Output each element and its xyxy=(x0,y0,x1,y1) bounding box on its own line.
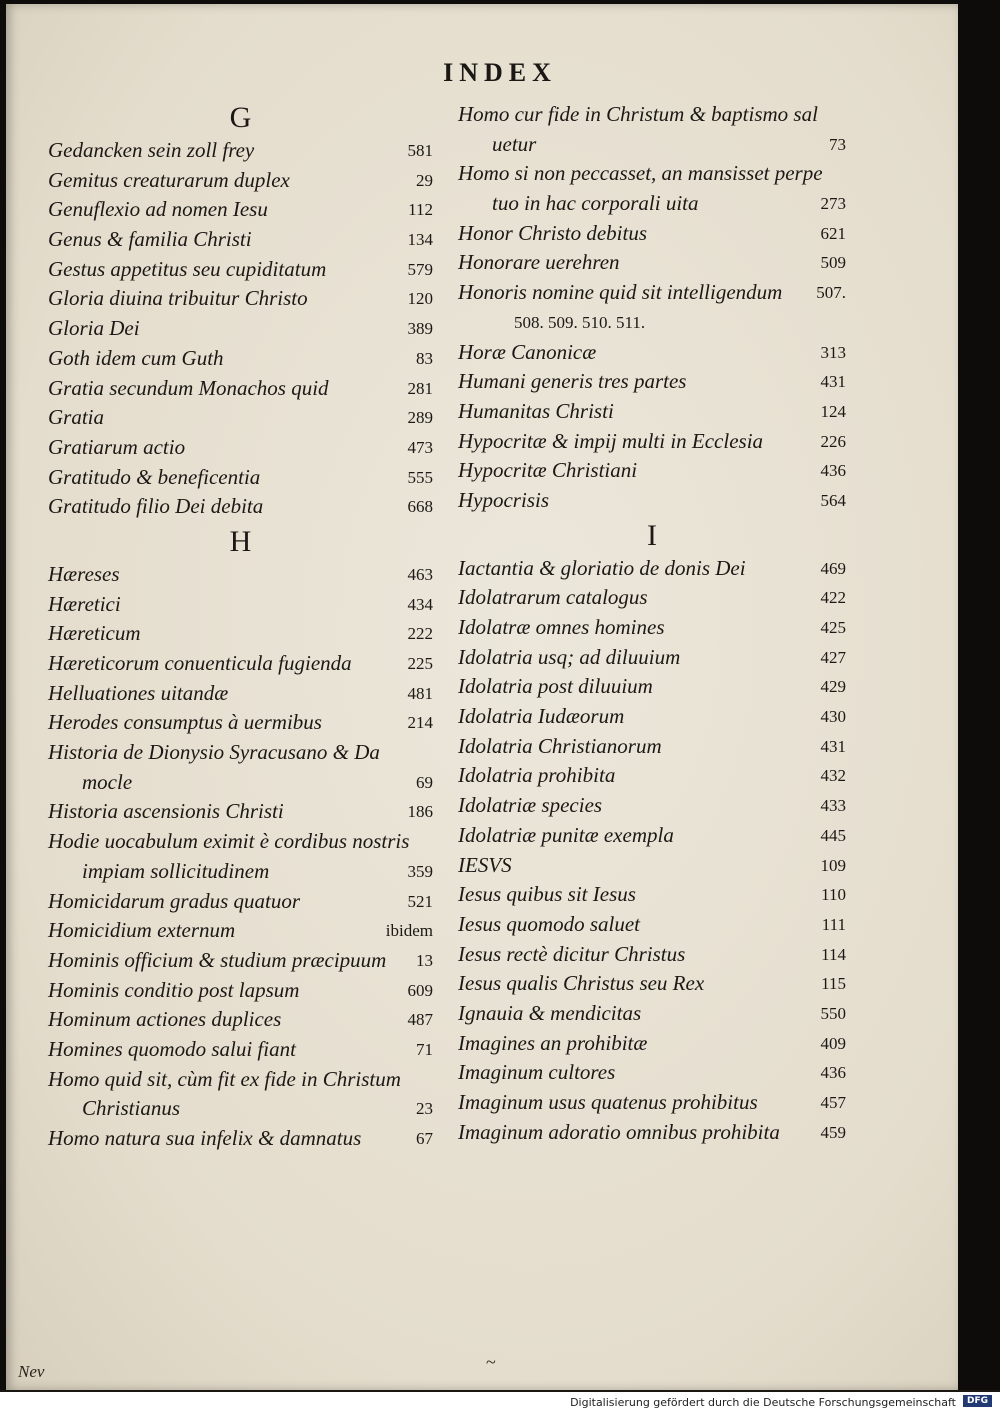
index-column-right xyxy=(458,100,846,1147)
entry-term: IESVS xyxy=(458,852,512,877)
index-entry xyxy=(48,916,433,946)
entry-page-number: 431 xyxy=(820,372,846,392)
index-entry xyxy=(458,554,846,584)
entry-term: Idolatriæ species xyxy=(458,793,603,818)
entry-term: Gloria Dei xyxy=(48,316,140,341)
entry-page-number: 124 xyxy=(820,401,846,421)
index-entry xyxy=(48,344,433,374)
index-entry xyxy=(458,219,846,249)
index-entry xyxy=(48,1124,433,1154)
entry-page-number: 425 xyxy=(820,618,846,638)
index-entry xyxy=(458,821,846,851)
index-entry xyxy=(48,946,433,976)
index-entry xyxy=(458,1058,846,1088)
entry-term: Gratitudo & beneficentia xyxy=(48,464,261,489)
index-entry xyxy=(458,940,846,970)
entry-page-number: 120 xyxy=(407,289,433,309)
entry-page-number: 436 xyxy=(820,461,846,481)
index-entry xyxy=(458,278,846,308)
entry-term-continued: uetur xyxy=(492,131,537,156)
index-entry xyxy=(48,619,433,649)
entry-term: Idolatriæ punitæ exempla xyxy=(458,822,674,847)
index-entry xyxy=(48,403,433,433)
entry-term: Idolatria post diluuium xyxy=(458,674,653,699)
entry-page-number: 487 xyxy=(407,1010,433,1030)
index-entry xyxy=(48,827,433,886)
entry-page-number: 564 xyxy=(820,490,846,510)
entry-term: Hominis conditio post lapsum xyxy=(48,977,300,1002)
entry-term: Hominis officium & studium præcipuum xyxy=(48,947,387,972)
index-entry xyxy=(48,590,433,620)
index-entry xyxy=(458,791,846,821)
entry-page-number: 289 xyxy=(407,408,433,428)
entries-g xyxy=(48,136,433,522)
entry-term-continued: tuo in hac corporali uita xyxy=(492,191,699,216)
section-letter-g: G xyxy=(229,101,252,134)
entry-page-number: 457 xyxy=(820,1093,846,1113)
entry-term: Iesus quibus sit Iesus xyxy=(458,882,636,907)
index-entry xyxy=(458,613,846,643)
entry-term: Idolatria prohibita xyxy=(458,763,616,788)
index-entry xyxy=(458,851,846,881)
index-entry xyxy=(48,738,433,797)
entry-term: Humanitas Christi xyxy=(458,398,614,423)
entry-term: Imagines an prohibitæ xyxy=(458,1030,648,1055)
entry-term: Genuflexio ad nomen Iesu xyxy=(48,197,268,222)
entry-page-number: 222 xyxy=(407,624,433,644)
entry-term: Gedancken sein zoll frey xyxy=(48,138,255,162)
entry-page-number: 69 xyxy=(416,772,433,792)
section-letter-h: H xyxy=(229,524,252,558)
entry-term: Goth idem cum Guth xyxy=(48,345,224,370)
entry-term-continued: Christianus xyxy=(82,1096,181,1121)
entry-page-number: 429 xyxy=(820,677,846,697)
entry-term: Ignauia & mendicitas xyxy=(458,1000,642,1025)
entry-page-number: 436 xyxy=(820,1063,846,1083)
entry-page-number: 359 xyxy=(407,861,433,881)
entry-page-number: 621 xyxy=(820,223,846,243)
entry-term: Imaginum usus quatenus prohibitus xyxy=(458,1090,758,1115)
entry-page-number: 114 xyxy=(821,944,846,964)
entry-term: Homo natura sua infelix & damnatus xyxy=(48,1126,362,1151)
entry-term: Idolatria usq; ad diluuium xyxy=(458,644,681,669)
entry-term: Iesus rectè dicitur Christus xyxy=(458,941,686,966)
entries-h xyxy=(48,560,433,1154)
entry-page-number: 430 xyxy=(820,707,846,727)
index-entry xyxy=(48,225,433,255)
entry-page-number: 550 xyxy=(820,1003,846,1023)
entry-page-number: 111 xyxy=(821,914,846,934)
entry-term: Homo cur fide in Christum & baptismo sal xyxy=(458,102,818,126)
entry-page-number: 186 xyxy=(407,802,433,822)
index-entry xyxy=(48,433,433,463)
index-entry xyxy=(48,649,433,679)
entry-page-number: 481 xyxy=(407,683,433,703)
entry-page-number: 473 xyxy=(407,437,433,457)
entry-term: Iactantia & gloriatio de donis Dei xyxy=(458,555,746,580)
entry-term: Gratitudo filio Dei debita xyxy=(48,494,264,519)
index-entry xyxy=(458,643,846,673)
entry-term: Helluationes uitandæ xyxy=(48,680,229,705)
entry-page-number: 23 xyxy=(416,1099,433,1119)
entries-i xyxy=(458,554,846,1148)
index-entry xyxy=(48,708,433,738)
entry-page-number: 110 xyxy=(821,885,846,905)
entry-term: Homines quomodo salui fiant xyxy=(48,1036,296,1061)
entry-page-number: 71 xyxy=(416,1039,433,1059)
entry-page-number: 521 xyxy=(407,891,433,911)
entry-page-number: 463 xyxy=(407,564,433,584)
entry-page-number: 225 xyxy=(407,654,433,673)
index-entry xyxy=(48,887,433,917)
entries-h-continued xyxy=(458,100,846,516)
entry-page-number: 109 xyxy=(820,855,846,875)
index-entry xyxy=(48,1065,433,1124)
entry-term: Humani generis tres partes xyxy=(458,369,687,394)
entry-term: Homicidium externum xyxy=(48,918,236,943)
entry-term: Honor Christo debitus xyxy=(458,220,648,245)
index-entry xyxy=(458,248,846,278)
entry-page-number: 579 xyxy=(407,259,433,279)
entry-page-number: 13 xyxy=(416,950,433,970)
entry-term: Iesus quomodo saluet xyxy=(458,911,640,936)
entry-page-number: 431 xyxy=(820,736,846,756)
index-entry xyxy=(458,486,846,516)
entry-term: Gestus appetitus seu cupiditatum xyxy=(48,256,327,281)
index-column-left xyxy=(48,100,433,1154)
entry-page-number: 459 xyxy=(820,1122,846,1142)
entry-page-number: 313 xyxy=(820,342,846,362)
entry-page-number: 433 xyxy=(820,796,846,816)
index-entry xyxy=(48,560,433,590)
index-entry xyxy=(458,1029,846,1059)
entry-page-number: 281 xyxy=(407,378,433,398)
entry-term: Historia de Dionysio Syracusano & Da xyxy=(48,740,380,765)
entry-page-number: 509 xyxy=(820,253,846,273)
entry-page-number: 422 xyxy=(820,588,846,608)
entry-page-number: 555 xyxy=(407,467,433,487)
entry-term-continued: impiam sollicitudinem xyxy=(82,858,270,883)
entry-term: Hypocritæ Christiani xyxy=(458,458,638,483)
index-entry xyxy=(48,195,433,225)
entry-term: Homicidarum gradus quatuor xyxy=(48,888,301,913)
index-entry xyxy=(458,1118,846,1148)
entry-page-continuation: 508. 509. 510. 511. xyxy=(514,312,646,332)
entry-term: Homo si non peccasset, an mansisset perpe xyxy=(458,161,823,186)
dfg-logo: DFG xyxy=(963,1395,992,1407)
page-header: INDEX xyxy=(443,58,557,87)
index-entry xyxy=(48,255,433,285)
entry-term: Gratiarum actio xyxy=(48,434,186,459)
entry-page-number: 581 xyxy=(407,141,433,160)
index-entry xyxy=(48,314,433,344)
index-entry xyxy=(458,427,846,457)
entry-page-number: 445 xyxy=(820,825,846,845)
entry-term: Hodie uocabulum eximit è cordibus nostris xyxy=(48,829,410,854)
entry-term: Hypocritæ & impij multi in Ecclesia xyxy=(458,428,764,453)
entry-term: Herodes consumptus à uermibus xyxy=(48,710,322,735)
index-entry xyxy=(458,367,846,397)
index-entry xyxy=(48,1035,433,1065)
entry-term: Idolatria Christianorum xyxy=(458,733,662,758)
entry-term: Horæ Canonicæ xyxy=(458,339,597,364)
index-entry xyxy=(458,583,846,613)
index-entry xyxy=(458,910,846,940)
entry-term: Iesus qualis Christus seu Rex xyxy=(458,971,705,996)
index-entry xyxy=(458,999,846,1029)
signature-mark: ~ xyxy=(486,1352,496,1372)
entry-page-number: 389 xyxy=(407,319,433,339)
entry-page-number: 226 xyxy=(820,431,846,451)
entry-term: Hypocrisis xyxy=(458,487,549,512)
entry-page-number: 432 xyxy=(820,766,846,786)
entry-term: Imaginum cultores xyxy=(458,1060,616,1085)
entry-page-number: 67 xyxy=(416,1129,433,1149)
index-entry xyxy=(458,159,846,218)
entry-page-number: 507. xyxy=(816,283,846,303)
entry-term: Historia ascensionis Christi xyxy=(48,799,284,824)
entry-page-number: 134 xyxy=(407,230,433,250)
index-entry xyxy=(48,492,433,522)
index-entry xyxy=(48,166,433,196)
entry-term-continued: mocle xyxy=(82,769,133,794)
footer-text: Digitalisierung gefördert durch die Deutsche Forschungsgemeinschaft xyxy=(570,1396,956,1409)
index-entry xyxy=(458,338,846,368)
entry-term: Homo quid sit, cùm fit ex fide in Christum xyxy=(48,1066,401,1091)
index-entry xyxy=(458,880,846,910)
entry-page-number: 427 xyxy=(820,647,846,667)
entry-term: Hæreticum xyxy=(48,621,141,646)
entry-term: Honoris nomine quid sit intelligendum xyxy=(458,280,783,305)
entry-term: Genus & familia Christi xyxy=(48,227,252,252)
entry-page-number: 409 xyxy=(820,1033,846,1053)
index-entry xyxy=(48,136,433,166)
entry-term: Gratia secundum Monachos quid xyxy=(48,375,329,400)
entry-term: Idolatria Iudæorum xyxy=(458,704,625,729)
entry-term: Hæreticorum conuenticula fugienda xyxy=(48,651,352,675)
entry-term: Idolatrarum catalogus xyxy=(458,585,648,610)
entry-page-number: 29 xyxy=(416,170,433,190)
entry-page-number: 668 xyxy=(407,497,433,517)
entry-term: Hominum actiones duplices xyxy=(48,1007,282,1032)
index-entry xyxy=(458,672,846,702)
index-entry xyxy=(458,969,846,999)
entry-page-number: 609 xyxy=(407,980,433,1000)
index-entry xyxy=(458,1088,846,1118)
index-entry xyxy=(458,100,846,159)
entry-term: Gemitus creaturarum duplex xyxy=(48,167,290,192)
index-entry xyxy=(458,732,846,762)
index-entry xyxy=(458,761,846,791)
entry-page-number: 469 xyxy=(820,558,846,578)
entry-term: Idolatræ omnes homines xyxy=(458,615,665,640)
section-letter-i: I xyxy=(647,518,657,552)
entry-page-number: 214 xyxy=(407,713,433,733)
index-entry xyxy=(48,679,433,709)
entry-page-number: 83 xyxy=(416,348,433,368)
entry-page-number: 112 xyxy=(408,200,433,220)
entry-term: Honorare uerehren xyxy=(458,250,620,275)
index-entry xyxy=(48,463,433,493)
entry-page-number: 273 xyxy=(820,194,846,214)
entry-term: Hæretici xyxy=(48,591,121,616)
entry-page-number: 73 xyxy=(829,134,846,154)
entry-term: Hæreses xyxy=(48,561,120,586)
footer-bar xyxy=(0,1392,1000,1413)
index-entry xyxy=(458,397,846,427)
entry-term: Gloria diuina tribuitur Christo xyxy=(48,286,308,311)
index-entry xyxy=(48,1005,433,1035)
catchword: Nev xyxy=(18,1362,45,1381)
index-entry xyxy=(48,374,433,404)
index-entry xyxy=(458,456,846,486)
entry-page-number: ibidem xyxy=(385,921,433,941)
entry-page-number: 434 xyxy=(407,594,433,614)
entry-page-number: 115 xyxy=(821,974,846,994)
entry-term: Gratia xyxy=(48,405,105,430)
index-entry xyxy=(48,976,433,1006)
index-entry xyxy=(48,797,433,827)
index-entry xyxy=(458,702,846,732)
index-entry xyxy=(48,284,433,314)
entry-term: Imaginum adoratio omnibus prohibita xyxy=(458,1119,780,1144)
